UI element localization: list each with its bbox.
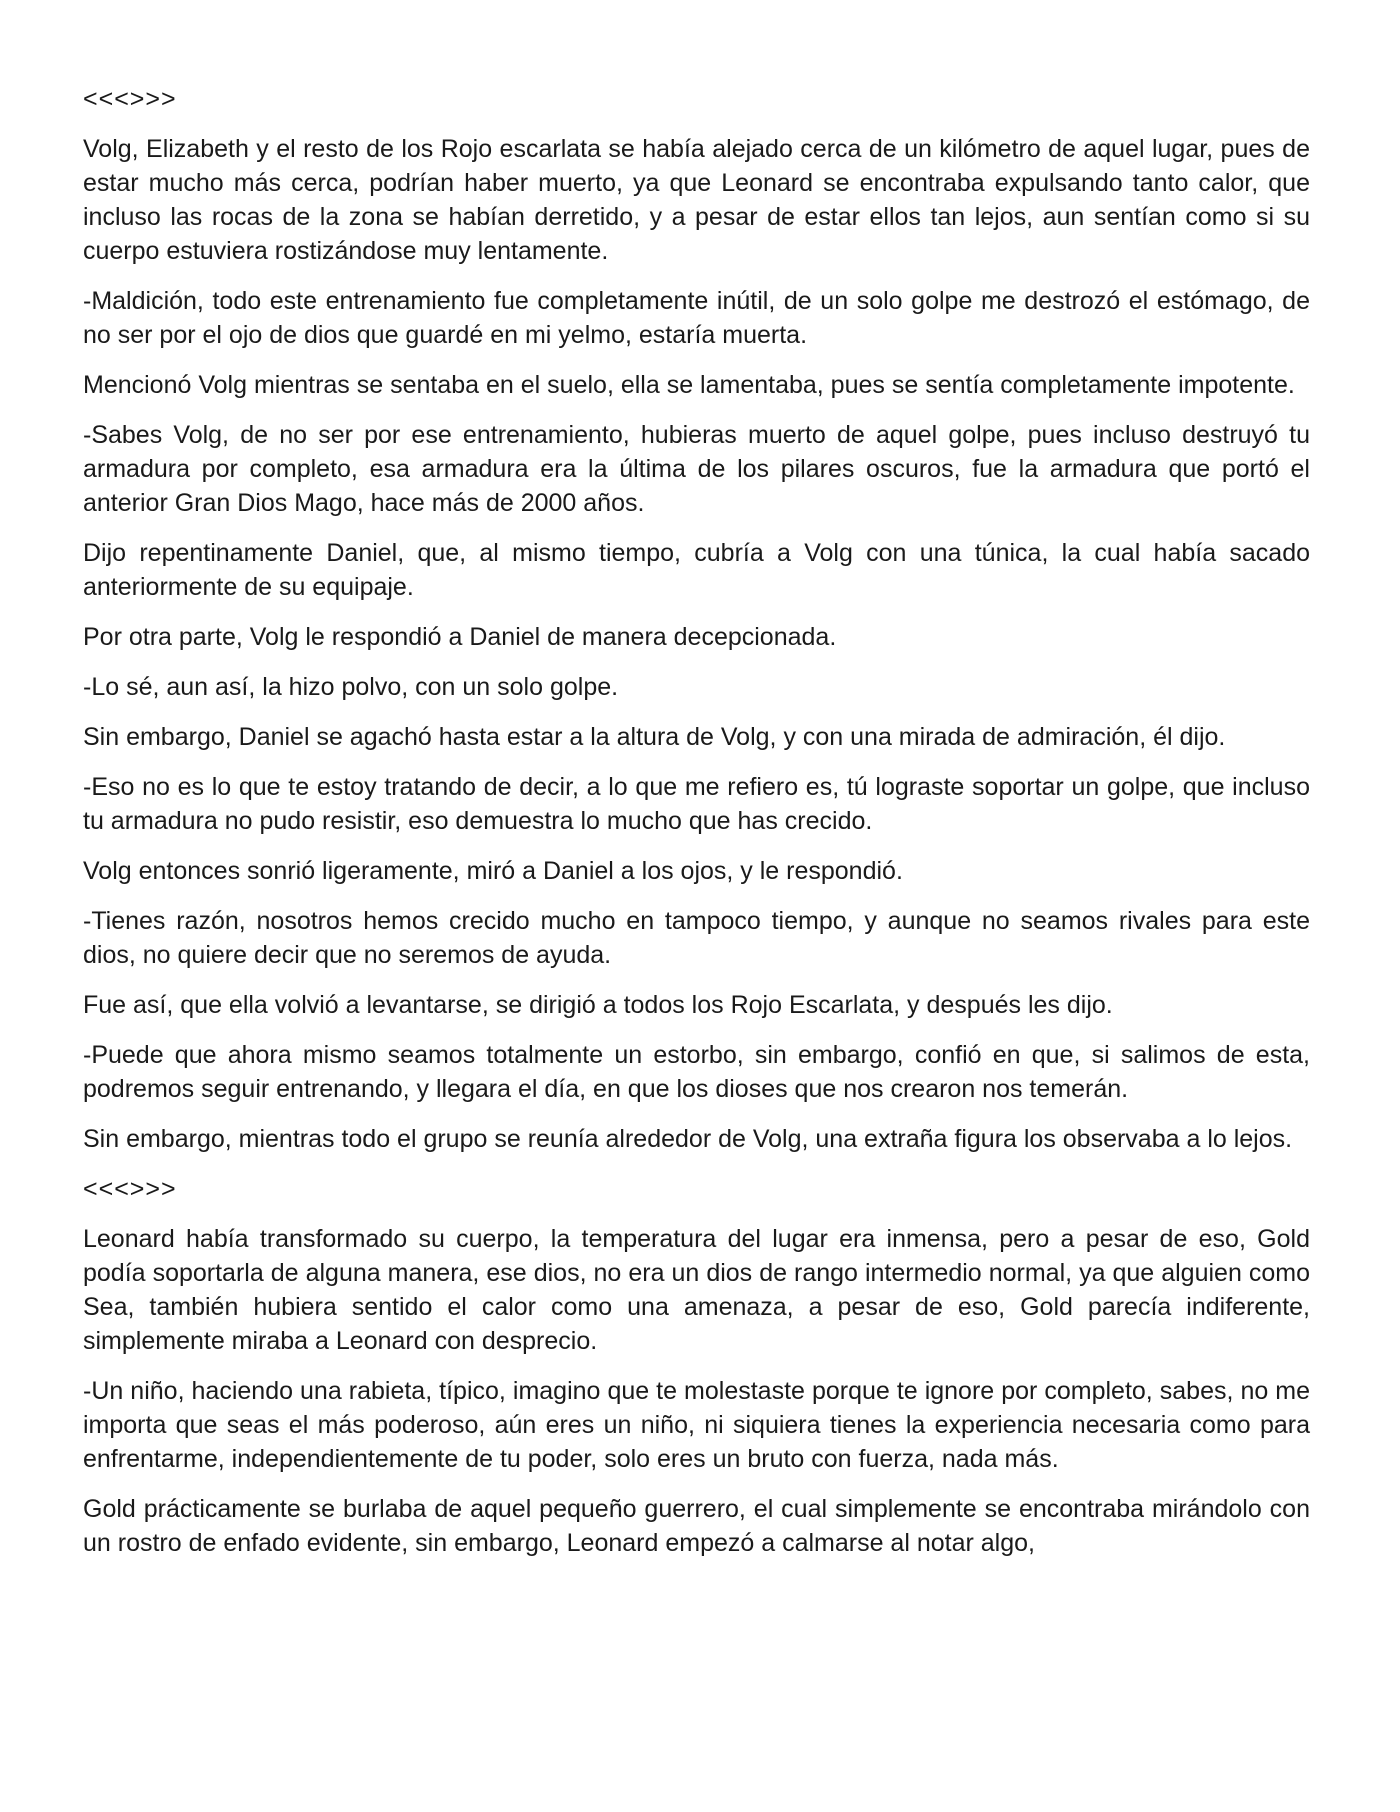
paragraph: -Un niño, haciendo una rabieta, típico, imagino que te molestaste porque te ignore por completo, sabes, no me importa que seas el más poderoso, aún eres un niño, ni siquiera tienes la experiencia necesaria como para enfrentarme, independientemente de tu poder, solo eres un bruto con fuerza, nada más. xyxy=(83,1377,1310,1473)
paragraph: Mencionó Volg mientras se sentaba en el suelo, ella se lamentaba, pues se sentía completamente impotente. xyxy=(83,371,1295,399)
paragraph: -Puede que ahora mismo seamos totalmente un estorbo, sin embargo, confió en que, si salimos de esta, podremos seguir entrenando, y llegara el día, en que los dioses que nos crearon nos temerán. xyxy=(83,1041,1310,1103)
paragraph: Gold prácticamente se burlaba de aquel pequeño guerrero, el cual simplemente se encontraba mirándolo con un rostro de enfado evidente, sin embargo, Leonard empezó a calmarse al notar algo, xyxy=(83,1495,1310,1557)
paragraph: -Tienes razón, nosotros hemos crecido mucho en tampoco tiempo, y aunque no seamos rivales para este dios, no quiere decir que no seremos de ayuda. xyxy=(83,907,1310,969)
paragraph: Sin embargo, Daniel se agachó hasta estar a la altura de Volg, y con una mirada de admiración, él dijo. xyxy=(83,723,1226,751)
paragraph: Volg entonces sonrió ligeramente, miró a Daniel a los ojos, y le respondió. xyxy=(83,857,903,885)
paragraph: Dijo repentinamente Daniel, que, al mismo tiempo, cubría a Volg con una túnica, la cual había sacado anteriormente de su equipaje. xyxy=(83,539,1310,601)
paragraph: Fue así, que ella volvió a levantarse, se dirigió a todos los Rojo Escarlata, y después les dijo. xyxy=(83,991,1113,1019)
paragraph: Leonard había transformado su cuerpo, la temperatura del lugar era inmensa, pero a pesar de eso, Gold podía soportarla de alguna manera, ese dios, no era un dios de rango intermedio normal, ya que alguien como Sea, también hubiera sentido el calor como una amenaza, a pesar de eso, Gold parecía indiferente, simplemente miraba a Leonard con desprecio. xyxy=(83,1225,1310,1355)
paragraph: -Maldición, todo este entrenamiento fue completamente inútil, de un solo golpe me destrozó el estómago, de no ser por el ojo de dios que guardé en mi yelmo, estaría muerta. xyxy=(83,287,1310,349)
paragraph: -Lo sé, aun así, la hizo polvo, con un solo golpe. xyxy=(83,673,619,701)
paragraph: Sin embargo, mientras todo el grupo se reunía alrededor de Volg, una extraña figura los observaba a lo lejos. xyxy=(83,1125,1293,1153)
scene-separator: <<<>>> xyxy=(83,1175,177,1203)
paragraph: -Eso no es lo que te estoy tratando de decir, a lo que me refiero es, tú lograste soportar un golpe, que incluso tu armadura no pudo resistir, eso demuestra lo mucho que has crecido. xyxy=(83,773,1310,835)
paragraph: -Sabes Volg, de no ser por ese entrenamiento, hubieras muerto de aquel golpe, pues incluso destruyó tu armadura por completo, esa armadura era la última de los pilares oscuros, fue la armadura que portó el anterior Gran Dios Mago, hace más de 2000 años. xyxy=(83,421,1310,517)
paragraph: Por otra parte, Volg le respondió a Daniel de manera decepcionada. xyxy=(83,623,837,651)
scene-separator: <<<>>> xyxy=(83,85,177,113)
paragraph: Volg, Elizabeth y el resto de los Rojo escarlata se había alejado cerca de un kilómetro de aquel lugar, pues de estar mucho más cerca, podrían haber muerto, ya que Leonard se encontraba expulsando tanto calor, que incluso las rocas de la zona se habían derretido, y a pesar de estar ellos tan lejos, aun sentían como si su cuerpo estuviera rostizándose muy lentamente. xyxy=(83,135,1310,265)
